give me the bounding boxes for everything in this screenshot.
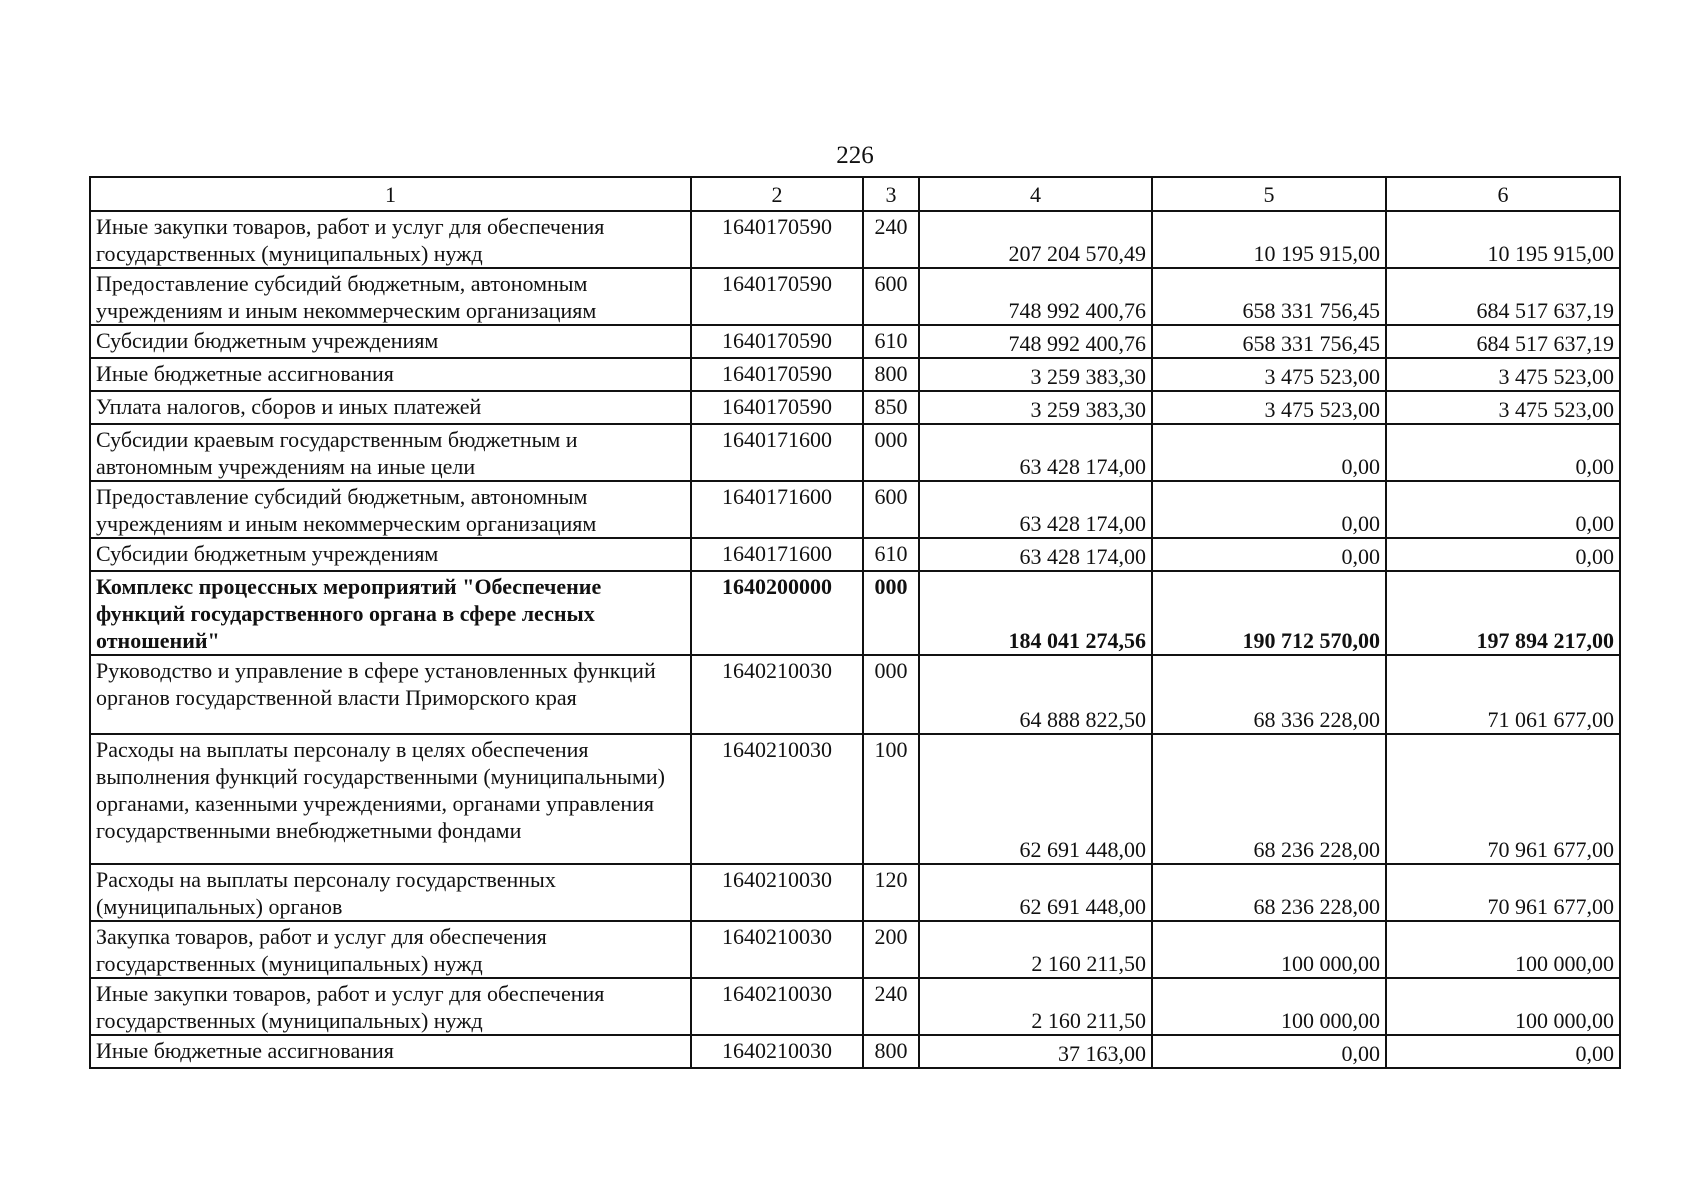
target-code-cell: 1640210030 (691, 734, 863, 864)
amount-col4-cell: 63 428 174,00 (919, 538, 1152, 571)
amount-col5-cell: 0,00 (1152, 424, 1386, 481)
expense-type-cell: 600 (863, 268, 919, 325)
table-row (90, 538, 1620, 571)
expense-type-cell: 000 (863, 571, 919, 655)
amount-col6-cell: 684 517 637,19 (1386, 268, 1620, 325)
amount-col4-cell: 748 992 400,76 (919, 325, 1152, 358)
amount-col4-cell: 63 428 174,00 (919, 424, 1152, 481)
column-header: 6 (1386, 177, 1620, 211)
expense-type-cell: 610 (863, 538, 919, 571)
table-row (90, 655, 1620, 734)
row-name-cell: Субсидии бюджетным учреждениям (90, 538, 691, 571)
expense-type-cell: 000 (863, 424, 919, 481)
amount-col5-cell: 3 475 523,00 (1152, 358, 1386, 391)
amount-col4-cell: 2 160 211,50 (919, 978, 1152, 1035)
amount-col6-cell: 0,00 (1386, 481, 1620, 538)
target-code-cell: 1640210030 (691, 864, 863, 921)
amount-col5-cell: 0,00 (1152, 481, 1386, 538)
expense-type-cell: 200 (863, 921, 919, 978)
header-row (90, 177, 1620, 211)
row-name-cell: Иные закупки товаров, работ и услуг для обеспечения государственных (муниципальных) нужд (90, 978, 691, 1035)
column-header: 1 (90, 177, 691, 211)
expense-type-cell: 800 (863, 1035, 919, 1068)
expense-type-cell: 100 (863, 734, 919, 864)
target-code-cell: 1640171600 (691, 424, 863, 481)
table-row (90, 734, 1620, 864)
row-name-cell: Предоставление субсидий бюджетным, автономным учреждениям и иным некоммерческим организациям (90, 268, 691, 325)
amount-col6-cell: 197 894 217,00 (1386, 571, 1620, 655)
target-code-cell: 1640210030 (691, 921, 863, 978)
amount-col4-cell: 748 992 400,76 (919, 268, 1152, 325)
row-name-cell: Предоставление субсидий бюджетным, автономным учреждениям и иным некоммерческим организациям (90, 481, 691, 538)
amount-col5-cell: 68 236 228,00 (1152, 864, 1386, 921)
amount-col4-cell: 207 204 570,49 (919, 211, 1152, 268)
amount-col4-cell: 64 888 822,50 (919, 655, 1152, 734)
table-row (90, 978, 1620, 1035)
table-row (90, 358, 1620, 391)
expense-type-cell: 000 (863, 655, 919, 734)
table-row (90, 864, 1620, 921)
amount-col5-cell: 100 000,00 (1152, 921, 1386, 978)
amount-col6-cell: 70 961 677,00 (1386, 864, 1620, 921)
amount-col4-cell: 2 160 211,50 (919, 921, 1152, 978)
target-code-cell: 1640210030 (691, 978, 863, 1035)
amount-col5-cell: 658 331 756,45 (1152, 268, 1386, 325)
expense-type-cell: 240 (863, 211, 919, 268)
table-row (90, 921, 1620, 978)
amount-col6-cell: 10 195 915,00 (1386, 211, 1620, 268)
amount-col4-cell: 62 691 448,00 (919, 864, 1152, 921)
table-row (90, 325, 1620, 358)
amount-col4-cell: 3 259 383,30 (919, 358, 1152, 391)
amount-col5-cell: 658 331 756,45 (1152, 325, 1386, 358)
row-name-cell: Субсидии краевым государственным бюджетным и автономным учреждениям на иные цели (90, 424, 691, 481)
amount-col5-cell: 3 475 523,00 (1152, 391, 1386, 424)
amount-col6-cell: 71 061 677,00 (1386, 655, 1620, 734)
expense-type-cell: 240 (863, 978, 919, 1035)
expense-type-cell: 120 (863, 864, 919, 921)
table-row (90, 211, 1620, 268)
expense-type-cell: 800 (863, 358, 919, 391)
target-code-cell: 1640170590 (691, 211, 863, 268)
amount-col6-cell: 70 961 677,00 (1386, 734, 1620, 864)
target-code-cell: 1640210030 (691, 1035, 863, 1068)
column-header: 5 (1152, 177, 1386, 211)
budget-table (89, 176, 1621, 1069)
amount-col5-cell: 0,00 (1152, 1035, 1386, 1068)
amount-col5-cell: 68 336 228,00 (1152, 655, 1386, 734)
amount-col6-cell: 0,00 (1386, 424, 1620, 481)
page-number: 226 (836, 142, 874, 169)
target-code-cell: 1640171600 (691, 538, 863, 571)
table-header (90, 177, 1620, 211)
amount-col6-cell: 100 000,00 (1386, 921, 1620, 978)
amount-col5-cell: 190 712 570,00 (1152, 571, 1386, 655)
amount-col6-cell: 684 517 637,19 (1386, 325, 1620, 358)
column-header: 4 (919, 177, 1152, 211)
expense-type-cell: 610 (863, 325, 919, 358)
amount-col4-cell: 184 041 274,56 (919, 571, 1152, 655)
amount-col5-cell: 68 236 228,00 (1152, 734, 1386, 864)
amount-col6-cell: 3 475 523,00 (1386, 358, 1620, 391)
column-header: 2 (691, 177, 863, 211)
amount-col4-cell: 63 428 174,00 (919, 481, 1152, 538)
row-name-cell: Уплата налогов, сборов и иных платежей (90, 391, 691, 424)
target-code-cell: 1640170590 (691, 358, 863, 391)
amount-col6-cell: 100 000,00 (1386, 978, 1620, 1035)
amount-col5-cell: 10 195 915,00 (1152, 211, 1386, 268)
table-row (90, 1035, 1620, 1068)
expense-type-cell: 600 (863, 481, 919, 538)
amount-col6-cell: 0,00 (1386, 1035, 1620, 1068)
table-row (90, 391, 1620, 424)
amount-col6-cell: 3 475 523,00 (1386, 391, 1620, 424)
amount-col6-cell: 0,00 (1386, 538, 1620, 571)
row-name-cell: Иные закупки товаров, работ и услуг для обеспечения государственных (муниципальных) нужд (90, 211, 691, 268)
row-name-cell: Расходы на выплаты персоналу в целях обеспечения выполнения функций государственными (муниципальными) органами, казенными учреждениями, органами управления государственными внебюджетными фондами (90, 734, 691, 864)
row-name-cell: Расходы на выплаты персоналу государственных (муниципальных) органов (90, 864, 691, 921)
table-row (90, 268, 1620, 325)
amount-col4-cell: 3 259 383,30 (919, 391, 1152, 424)
expense-type-cell: 850 (863, 391, 919, 424)
row-name-cell: Иные бюджетные ассигнования (90, 1035, 691, 1068)
amount-col4-cell: 37 163,00 (919, 1035, 1152, 1068)
table-row (90, 424, 1620, 481)
table-body (90, 211, 1620, 1068)
row-name-cell: Закупка товаров, работ и услуг для обеспечения государственных (муниципальных) нужд (90, 921, 691, 978)
row-name-cell: Иные бюджетные ассигнования (90, 358, 691, 391)
amount-col5-cell: 100 000,00 (1152, 978, 1386, 1035)
amount-col5-cell: 0,00 (1152, 538, 1386, 571)
amount-col4-cell: 62 691 448,00 (919, 734, 1152, 864)
target-code-cell: 1640170590 (691, 268, 863, 325)
target-code-cell: 1640170590 (691, 325, 863, 358)
row-name-cell: Комплекс процессных мероприятий "Обеспечение функций государственного органа в сфере лесных отношений" (90, 571, 691, 655)
target-code-cell: 1640171600 (691, 481, 863, 538)
column-header: 3 (863, 177, 919, 211)
row-name-cell: Руководство и управление в сфере установленных функций органов государственной власти Приморского края (90, 655, 691, 734)
target-code-cell: 1640170590 (691, 391, 863, 424)
target-code-cell: 1640210030 (691, 655, 863, 734)
target-code-cell: 1640200000 (691, 571, 863, 655)
row-name-cell: Субсидии бюджетным учреждениям (90, 325, 691, 358)
table-row (90, 481, 1620, 538)
table-row (90, 571, 1620, 655)
